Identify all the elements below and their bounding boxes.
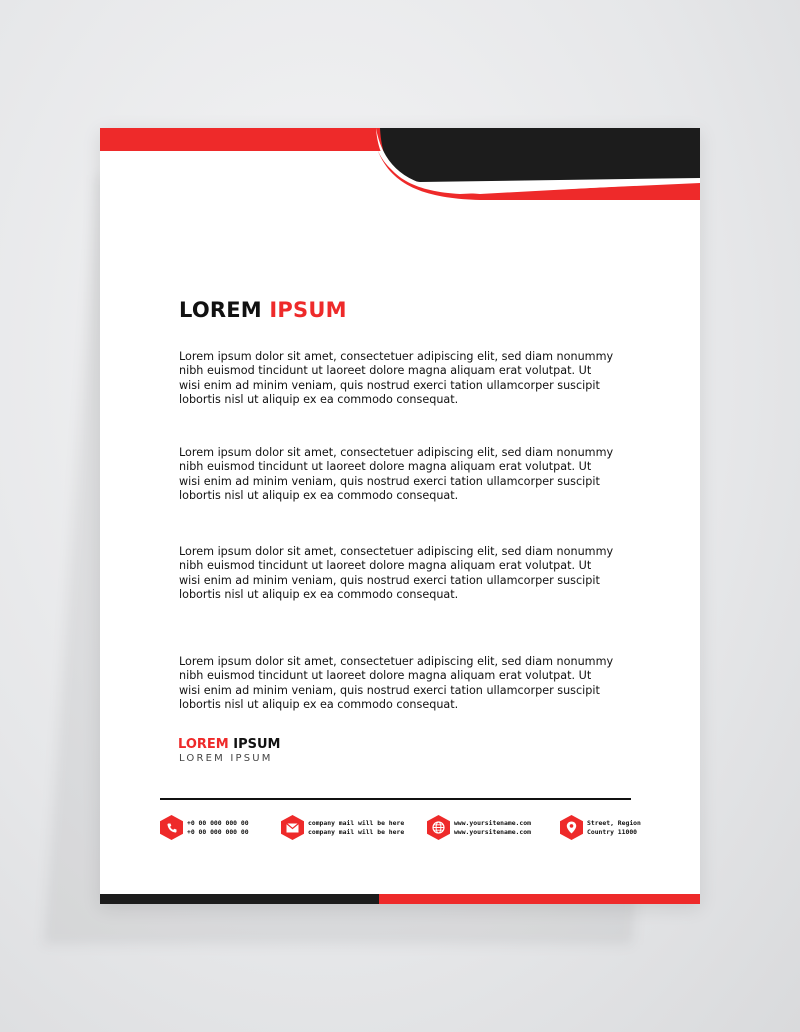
signature-subtitle: LOREM IPSUM [179, 753, 273, 764]
footer-bar-dark [100, 894, 379, 904]
signature-name-dark: IPSUM [233, 737, 281, 752]
location-pin-icon [560, 815, 583, 840]
letterhead-sheet [100, 128, 700, 904]
contact-address [560, 815, 641, 840]
footer-divider [160, 798, 631, 800]
contact-website-line2: www.yoursitename.com [454, 827, 531, 836]
mail-icon [281, 815, 304, 840]
title-part-accent: IPSUM [269, 298, 347, 322]
signature-name-accent: LOREM [178, 737, 229, 752]
header-decoration [100, 128, 700, 208]
contact-address-line1: Street, Region [587, 818, 641, 827]
letterhead-title [179, 298, 347, 322]
contact-address-line2: Country 11000 [587, 827, 638, 836]
contact-phone-line1: +0 00 000 000 00 [187, 818, 249, 827]
body-paragraph: Lorem ipsum dolor sit amet, consectetuer adipiscing elit, sed diam nonummy nibh euismod tincidunt ut laoreet dolore magna aliquam erat volutpat. Ut wisi enim ad minim veniam, quis nostrud exerci tation ullamcorper suscipit lobortis nisl ut aliquip ex ea commodo consequat. [179, 446, 614, 503]
contact-phone-line2: +0 00 000 000 00 [187, 827, 249, 836]
globe-icon [427, 815, 450, 840]
body-paragraph: Lorem ipsum dolor sit amet, consectetuer adipiscing elit, sed diam nonummy nibh euismod tincidunt ut laoreet dolore magna aliquam erat volutpat. Ut wisi enim ad minim veniam, quis nostrud exerci tation ullamcorper suscipit lobortis nisl ut aliquip ex ea commodo consequat. [179, 655, 614, 712]
body-paragraph: Lorem ipsum dolor sit amet, consectetuer adipiscing elit, sed diam nonummy nibh euismod tincidunt ut laoreet dolore magna aliquam erat volutpat. Ut wisi enim ad minim veniam, quis nostrud exerci tation ullamcorper suscipit lobortis nisl ut aliquip ex ea commodo consequat. [179, 350, 614, 407]
contact-mail-line2: company mail will be here [308, 827, 405, 836]
contact-mail-line1: company mail will be here [308, 818, 405, 827]
contact-website-line1: www.yoursitename.com [454, 818, 531, 827]
contact-mail [281, 815, 404, 840]
phone-icon [160, 815, 183, 840]
title-part-dark: LOREM [179, 298, 262, 322]
footer-bar-accent [379, 894, 700, 904]
signature-name [178, 737, 280, 752]
contact-website [427, 815, 531, 840]
body-paragraph: Lorem ipsum dolor sit amet, consectetuer adipiscing elit, sed diam nonummy nibh euismod tincidunt ut laoreet dolore magna aliquam erat volutpat. Ut wisi enim ad minim veniam, quis nostrud exerci tation ullamcorper suscipit lobortis nisl ut aliquip ex ea commodo consequat. [179, 545, 614, 602]
contact-phone [160, 815, 249, 840]
